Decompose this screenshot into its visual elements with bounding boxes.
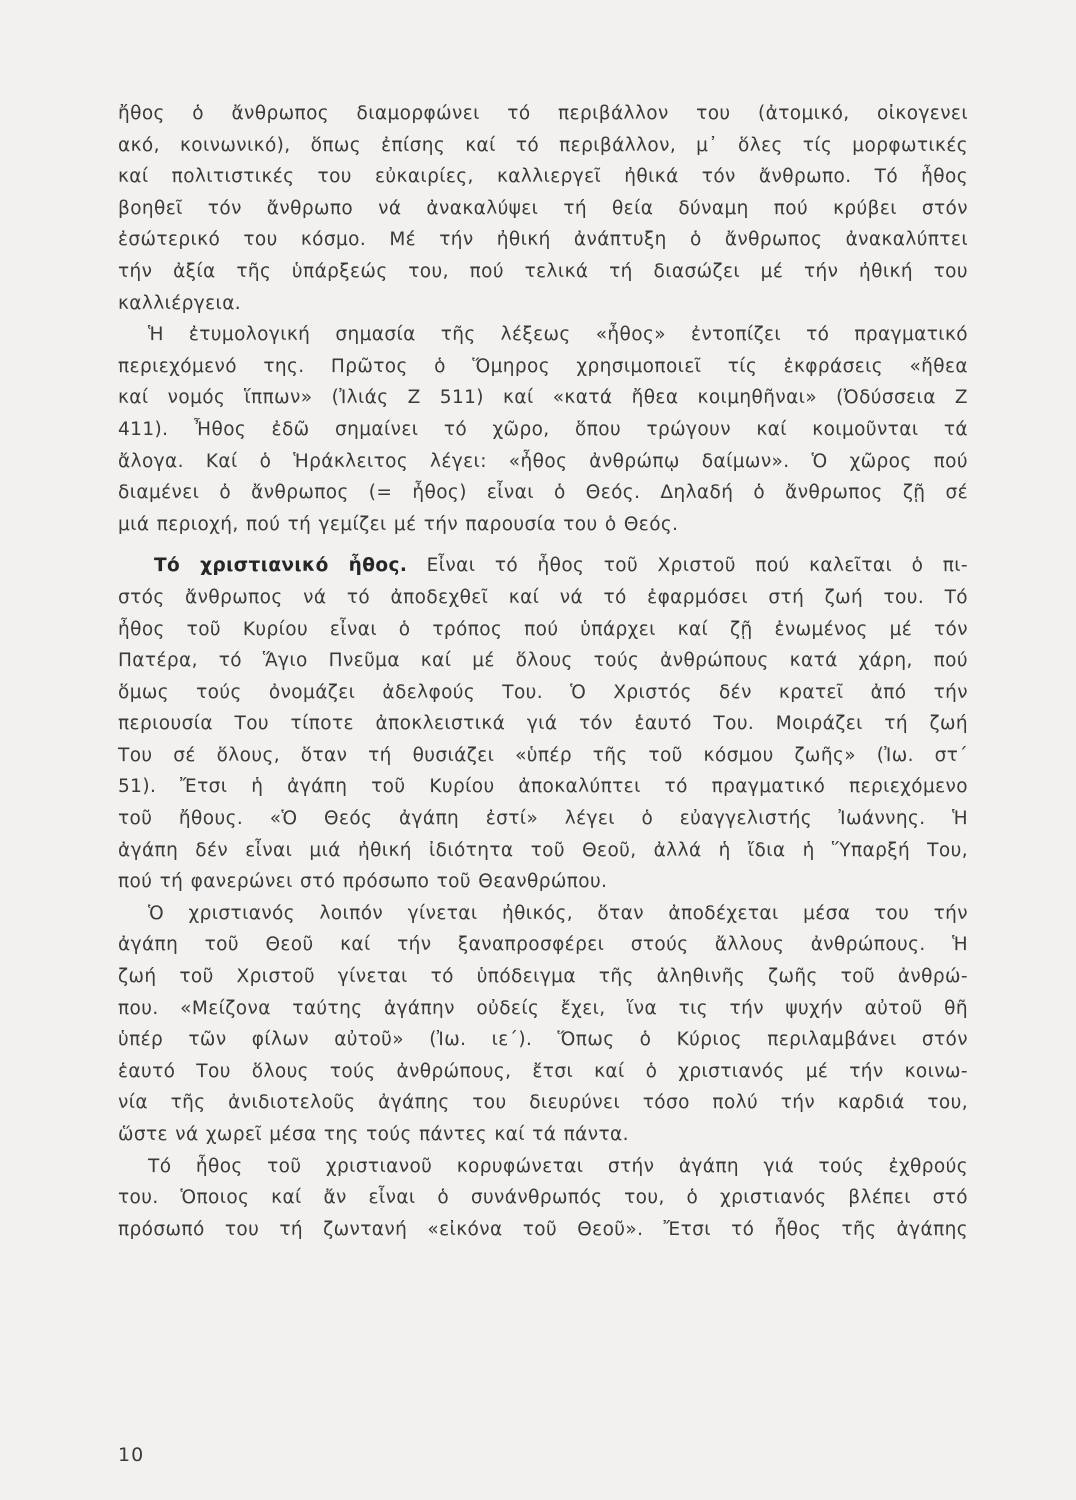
paragraph [118, 898, 968, 1151]
text-line: 51). Ἔτσι ἡ ἀγάπη τοῦ Κυρίου ἀποκαλύπτει τό πραγματικό περιεχόμενο [118, 776, 968, 798]
text-line: καί νομός ἵππων» (Ἰλιάς Ζ 511) καί «κατά ἤθεα κοιμηθῆναι» (Ὀδύσσεια Ζ [118, 387, 968, 409]
text-line: ἀγάπη τοῦ Θεοῦ καί τήν ξαναπροσφέρει στούς ἄλλους ἀνθρώπους. Ἡ [118, 934, 968, 956]
text-line: ὅμως τούς ὀνομάζει ἀδελφούς Του. Ὁ Χριστός δέν κρατεῖ ἀπό τήν [118, 681, 968, 703]
text-line [118, 550, 968, 582]
paragraph [118, 1151, 968, 1246]
text-line: καί πολιτιστικές του εὐκαιρίες, καλλιεργεῖ ἠθικά τόν ἄνθρωπο. Τό ἦθος [118, 166, 968, 188]
paragraph [118, 550, 968, 898]
page-number: 10 [118, 1444, 145, 1466]
text-line: που. «Μείζονα ταύτης ἀγάπην οὐδείς ἔχει, ἵνα τις τήν ψυχήν αὐτοῦ θῆ [118, 997, 968, 1019]
text-line: μιά περιοχή, πού τή γεμίζει μέ τήν παρουσία του ὁ Θεός. [118, 513, 679, 535]
text-line: πού τή φανερώνει στό πρόσωπο τοῦ Θεανθρώπου. [118, 871, 608, 893]
text-line: ἤθος ὁ ἄνθρωπος διαμορφώνει τό περιβάλλον του (ἀτομικό, οἰκογενει [118, 103, 968, 124]
text-line: ζωή τοῦ Χριστοῦ γίνεται τό ὑπόδειγμα τῆς ἀληθινῆς ζωῆς τοῦ ἀνθρώ- [118, 966, 968, 988]
text-line: καλλιέργεια. [118, 292, 242, 314]
text-line: ἐσώτερικό του κόσμο. Μέ τήν ἠθική ἀνάπτυξη ὁ ἄνθρωπος ἀνακαλύπτει [118, 229, 968, 251]
text-line: 411). Ἦθος ἐδῶ σημαίνει τό χῶρο, ὅπου τρώγουν καί κοιμοῦνται τά [118, 418, 968, 440]
text-line: του. Ὁποιος καί ἄν εἶναι ὁ συνάνθρωπός του, ὁ χριστιανός βλέπει στό [118, 1187, 968, 1209]
paragraph-gap [118, 540, 968, 550]
text-line: Ὁ χριστιανός λοιπόν γίνεται ἠθικός, ὅταν ἀποδέχεται μέσα του τήν [148, 902, 968, 924]
text-line: ακό, κοινωνικό), ὅπως ἐπίσης καί τό περιβάλλον, μ᾿ ὅλες τίς μορφωτικές [118, 134, 968, 156]
text-line: ἑαυτό Του ὅλους τούς ἀνθρώπους, ἔτσι καί ὁ χριστιανός μέ τήν κοινω- [118, 1060, 968, 1082]
text-line: περιουσία Του τίποτε ἀποκλειστικά γιά τόν ἑαυτό Του. Μοιράζει τή ζωή [118, 713, 968, 735]
text-line: ὑπέρ τῶν φίλων αὐτοῦ» (Ἰω. ιε´). Ὅπως ὁ Κύριος περιλαμβάνει στόν [118, 1029, 968, 1051]
text-line: ἦθος τοῦ Κυρίου εἶναι ὁ τρόπος πού ὑπάρχει καί ζῇ ἑνωμένος μέ τόν [118, 618, 968, 640]
text-line: τήν ἀξία τῆς ὑπάρξεώς του, πού τελικά τή διασώζει μέ τήν ἠθική του [118, 260, 968, 282]
text-line: διαμένει ὁ ἄνθρωπος (= ἦθος) εἶναι ὁ Θεός. Δηλαδή ὁ ἄνθρωπος ζῇ σέ [118, 482, 968, 504]
page-text [118, 98, 968, 1245]
text-line: στός ἄνθρωπος νά τό ἀποδεχθεῖ καί νά τό ἐφαρμόσει στή ζωή του. Τό [118, 586, 968, 608]
text-line: Τό ἦθος τοῦ χριστιανοῦ κορυφώνεται στήν ἀγάπη γιά τούς ἐχθρούς [148, 1155, 968, 1177]
text-line: βοηθεῖ τόν ἄνθρωπο νά ἀνακαλύψει τή θεία δύναμη πού κρύβει στόν [118, 197, 968, 219]
text-line: νία τῆς ἀνιδιοτελοῦς ἀγάπης του διευρύνει τόσο πολύ τήν καρδιά του, [118, 1092, 968, 1114]
text-line: περιεχόμενό της. Πρῶτος ὁ Ὅμηρος χρησιμοποιεῖ τίς ἐκφράσεις «ἤθεα [118, 355, 968, 377]
text-line: ὥστε νά χωρεῖ μέσα της τούς πάντες καί τά πάντα. [118, 1124, 629, 1145]
text-line: Του σέ ὅλους, ὅταν τή θυσιάζει «ὑπέρ τῆς τοῦ κόσμου ζωῆς» (Ἰω. στ´ [118, 744, 968, 766]
paragraph [118, 98, 968, 319]
text-line: πρόσωπό του τή ζωντανή «εἰκόνα τοῦ Θεοῦ». Ἔτσι τό ἦθος τῆς ἀγάπης [118, 1218, 968, 1240]
paragraph [118, 319, 968, 540]
text-line: ἄλογα. Καί ὁ Ἡράκλειτος λέγει: «ἦθος ἀνθρώπῳ δαίμων». Ὁ χῶρος πού [118, 450, 968, 472]
text-run: Εἶναι τό ἦθος τοῦ Χριστοῦ πού καλεῖται ὁ πι- [407, 555, 968, 577]
text-line: ἀγάπη δέν εἶναι μιά ἠθική ἰδιότητα τοῦ Θεοῦ, ἀλλά ἡ ἴδια ἡ Ὕπαρξή Του, [118, 839, 968, 861]
text-line: Πατέρα, τό Ἅγιο Πνεῦμα καί μέ ὅλους τούς ἀνθρώπους κατά χάρη, πού [118, 650, 968, 672]
text-line: τοῦ ἤθους. «Ὁ Θεός ἀγάπη ἐστί» λέγει ὁ εὐαγγελιστής Ἰωάννης. Ἡ [118, 808, 968, 830]
section-heading: Τό χριστιανικό ἦθος. [154, 555, 408, 577]
text-line: Ἡ ἐτυμολογική σημασία τῆς λέξεως «ἦθος» ἐντοπίζει τό πραγματικό [148, 324, 968, 346]
